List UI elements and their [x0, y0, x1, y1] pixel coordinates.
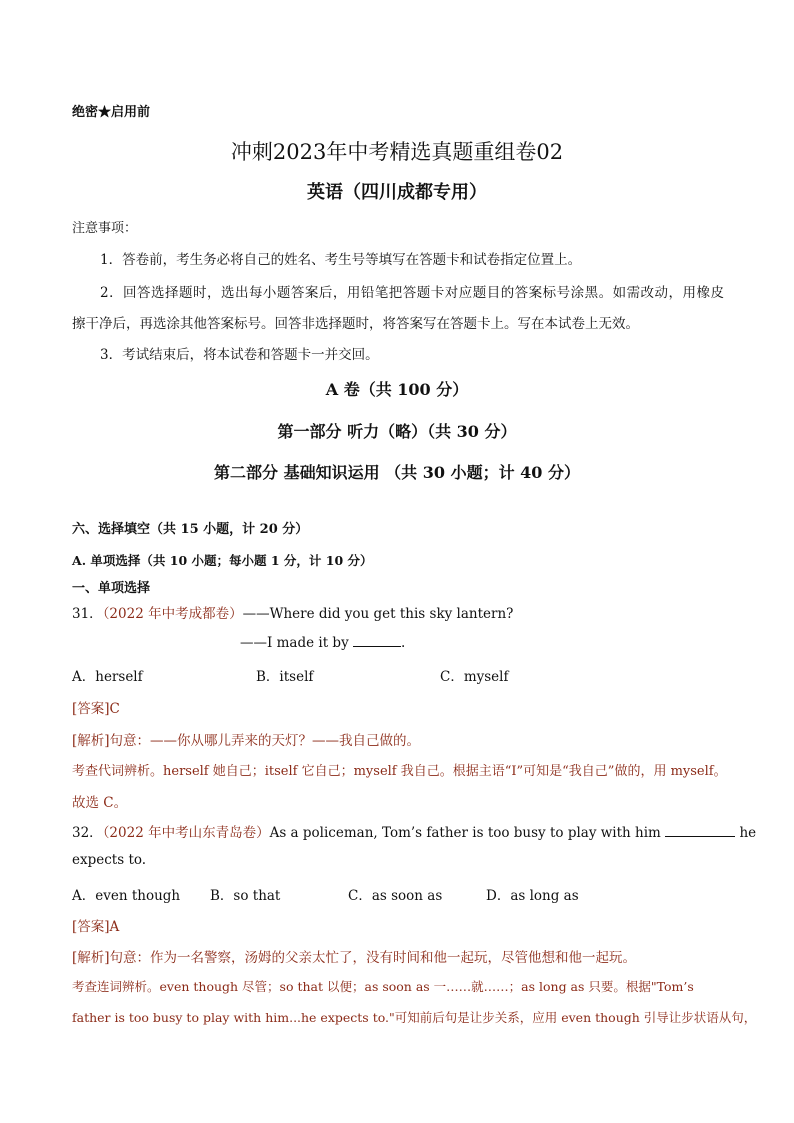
question-32-analysis-2: 考查连词辨析。even though 尽管；so that 以便；as soon as 一……就……；as long as 只要。根据"Tom’s [72, 979, 694, 994]
question-32-analysis-3: father is too busy to play with him...he expects to."可知前后句是让步关系，应用 even though 引导让步状语从句， [72, 1010, 757, 1025]
question-31-reply [240, 634, 405, 651]
question-31-answer: [答案]C [72, 701, 120, 717]
question-31-line2: ——I made it by [240, 635, 349, 651]
question-32-analysis-1: [解析]句意：作为一名警察，汤姆的父亲太忙了，没有时间和他一起玩，尽管他想和他一起玩。 [72, 950, 637, 966]
question-31-blank [353, 634, 401, 647]
question-32-option-c: C．as soon as [348, 888, 443, 904]
part2-heading: 第二部分 基础知识运用 （共 30 小题；计 40 分） [214, 463, 580, 482]
question-31-option-c: C．myself [440, 669, 509, 685]
question-31-analysis-1: [解析]句意：——你从哪儿弄来的天灯？——我自己做的。 [72, 733, 421, 749]
notice-heading: 注意事项： [72, 221, 138, 236]
a-juan-heading: A 卷（共 100 分） [325, 380, 469, 399]
question-31-analysis-2: 考查代词辨析。herself 她自己；itself 它自己；myself 我自己。根据主语“I”可知是“我自己”做的，用 myself。 [72, 764, 727, 779]
question-32-line2: expects to. [72, 852, 147, 868]
notice-item-2: 2．回答选择题时，选出每小题答案后，用铅笔把答题卡对应题目的答案标号涂黑。如需改动，用橡皮 [100, 285, 724, 301]
notice-item-1: 1．答卷前，考生务必将自己的姓名、考生号等填写在答题卡和试卷指定位置上。 [100, 252, 582, 268]
question-32-blank [665, 824, 735, 837]
question-32-number: 32． [72, 825, 103, 841]
question-31-option-a: A．herself [72, 669, 143, 685]
exam-title: 冲刺2023年中考精选真题重组卷02 [230, 140, 564, 164]
part1-heading: 第一部分 听力（略）（共 30 分） [277, 422, 517, 441]
exam-subtitle: 英语（四川成都专用） [307, 182, 487, 203]
question-32-option-d: D．as long as [486, 888, 579, 904]
question-32-source: （2022 年中考山东青岛卷） [102, 825, 270, 841]
question-31-source: （2022 年中考成都卷） [102, 606, 243, 622]
question-32-answer: [答案]A [72, 919, 120, 935]
section-six-a-heading: A. 单项选择（共 10 小题；每小题 1 分，计 10 分） [72, 553, 373, 568]
question-32-line1: As a policeman, Tom’s father is too busy to play with him [269, 825, 661, 841]
question-31-number: 31． [72, 606, 103, 622]
question-32-option-a: A．even though [72, 888, 181, 904]
notice-item-2-cont: 擦干净后，再选涂其他答案标号。回答非选择题时，将答案写在答题卡上。写在本试卷上无效。 [72, 316, 639, 332]
question-31-option-b: B．itself [256, 669, 314, 685]
confidential-label: 绝密★启用前 [72, 105, 151, 120]
question-31-line1: ——Where did you get this sky lantern? [242, 606, 514, 622]
question-32-stem [72, 821, 756, 841]
single-choice-heading: 一、单项选择 [72, 581, 151, 596]
question-31-line2-end: . [401, 635, 406, 651]
question-32-line1-end: he [739, 825, 757, 841]
question-32-option-b: B．so that [210, 888, 281, 904]
question-31-analysis-3: 故选 C。 [72, 795, 128, 811]
section-six-heading: 六、选择填空（共 15 小题，计 20 分） [72, 522, 309, 537]
question-31-stem [72, 602, 513, 622]
notice-item-3: 3．考试结束后，将本试卷和答题卡一并交回。 [100, 347, 379, 363]
